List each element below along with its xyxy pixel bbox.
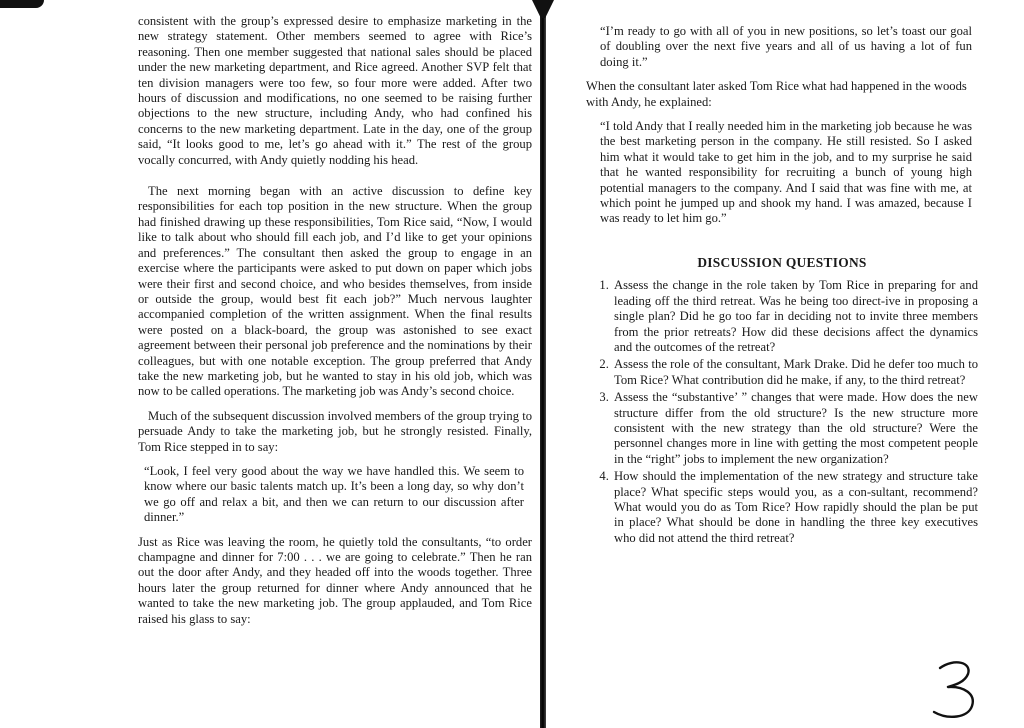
list-item: 2. Assess the role of the consultant, Mark Drake. Did he defer too much to Tom Rice? What contribution did he make, if any, to the third retreat? [612,357,978,388]
paragraph: consistent with the group’s expressed desire to emphasize marketing in the new strategy statement. Other members seemed to agree with Rice’s reasoning. Then one member suggested that national sales should be placed under the new marketing department, and Rice agreed. Another SVP felt that ten division managers were too few, so four more were added. After two hours of discussion and modifications, no one seemed to be raising further objections to the new structure, including Andy, who had confined his concerns to the new marketing department. Late in the day, one of the group said, “It looks good to me, let’s go ahead with it.” The rest of the group vocally concurred, with Andy quietly nodding his head. [138,14,532,167]
paragraph: When the consultant later asked Tom Rice what had happened in the woods with Andy, he explained: [586,79,967,109]
right-text-column [586,24,978,548]
paragraph: The next morning began with an active discussion to define key responsibilities for each top position in the new structure. When the group had finished drawing up these responsibilities, Tom Rice said, “Now, I would like to talk about who should fill each job, and I’d like to get your opinions and preferences.” The consultant then asked the group to engage in an exercise where the participants were asked to put down on paper which jobs were their first and second choice, and who besides themselves, from inside or outside the group, would best fit each job?” Much nervous laughter accompanied completion of the written assignment. When the final results were posted on a black-board, the group was astonished to see exact agreement between their personal job preference and the nominations by their colleagues, but with one notable exception. The group preferred that Andy take the new marketing job, but he wanted to stay in his old job, which was now to be called operations. The marketing job was Andy’s second choice. [138,184,532,399]
section-heading: DISCUSSION QUESTIONS [697,254,867,270]
block-quote: “Look, I feel very good about the way we have handled this. We seem to know where our basic talents match up. It’s been a long day, so why don’t we go off and relax a bit, and then we can return to our discussion after dinner.” [144,463,524,525]
list-item: 4. How should the implementation of the new strategy and structure take place? What specific steps would you, as a con-sultant, recommend? What would you do as Tom Rice? How rapidly should the plan be put in place? What should be done in handling the three key executives who did not attend the third retreat? [612,469,978,546]
list-item: 3. Assess the “substantive’ ” changes that were made. How does the new structure differ from the old structure? Is the new structure more consistent with the new strategy than the old structure? Were the personnel changes more in line with getting the most competent people in the “right” jobs to implement the new organization? [612,390,978,467]
block-quote: “I told Andy that I really needed him in the marketing job because he was the best marketing person in the company. He still resisted. So I asked him what it would take to get him in the job, and to my surprise he said that he wanted responsibility for recruiting a bunch of young high potential managers to the company. And I said that was fine with me, at which point he jumped up and shook my hand. I was amazed, because I was ready to let him go.” [600,119,972,226]
book-spine [540,0,546,728]
discussion-questions-list [586,278,978,546]
handwritten-page-number [926,656,984,722]
right-page [548,0,1024,728]
block-quote: “I’m ready to go with all of you in new positions, so let’s toast our goal of doubling over the next five years and all of us having a lot of fun doing it.” [600,24,972,69]
paragraph: Much of the subsequent discussion involved members of the group trying to persuade Andy to take the marketing job, but he strongly resisted. Finally, Tom Rice stepped in to say: [138,408,532,454]
paragraph: Just as Rice was leaving the room, he quietly told the consultants, “to order champagne and dinner for 7:00 . . . we are going to celebrate.” Then he ran out the door after Andy, and they headed off into the woods together. Three hours later the group returned for dinner where Andy announced that he wanted to take the new marketing job. The group applauded, and Tom Rice raised his glass to say: [138,534,532,626]
left-text-column [138,14,532,627]
list-item: 1. Assess the change in the role taken by Tom Rice in preparing for and leading off the third retreat. Was he being too direct-ive in proposing a single plan? Did he go too far in deciding not to invite three members from the prior retreats? How did these decisions affect the dynamics and the outcomes of the retreat? [612,278,978,355]
